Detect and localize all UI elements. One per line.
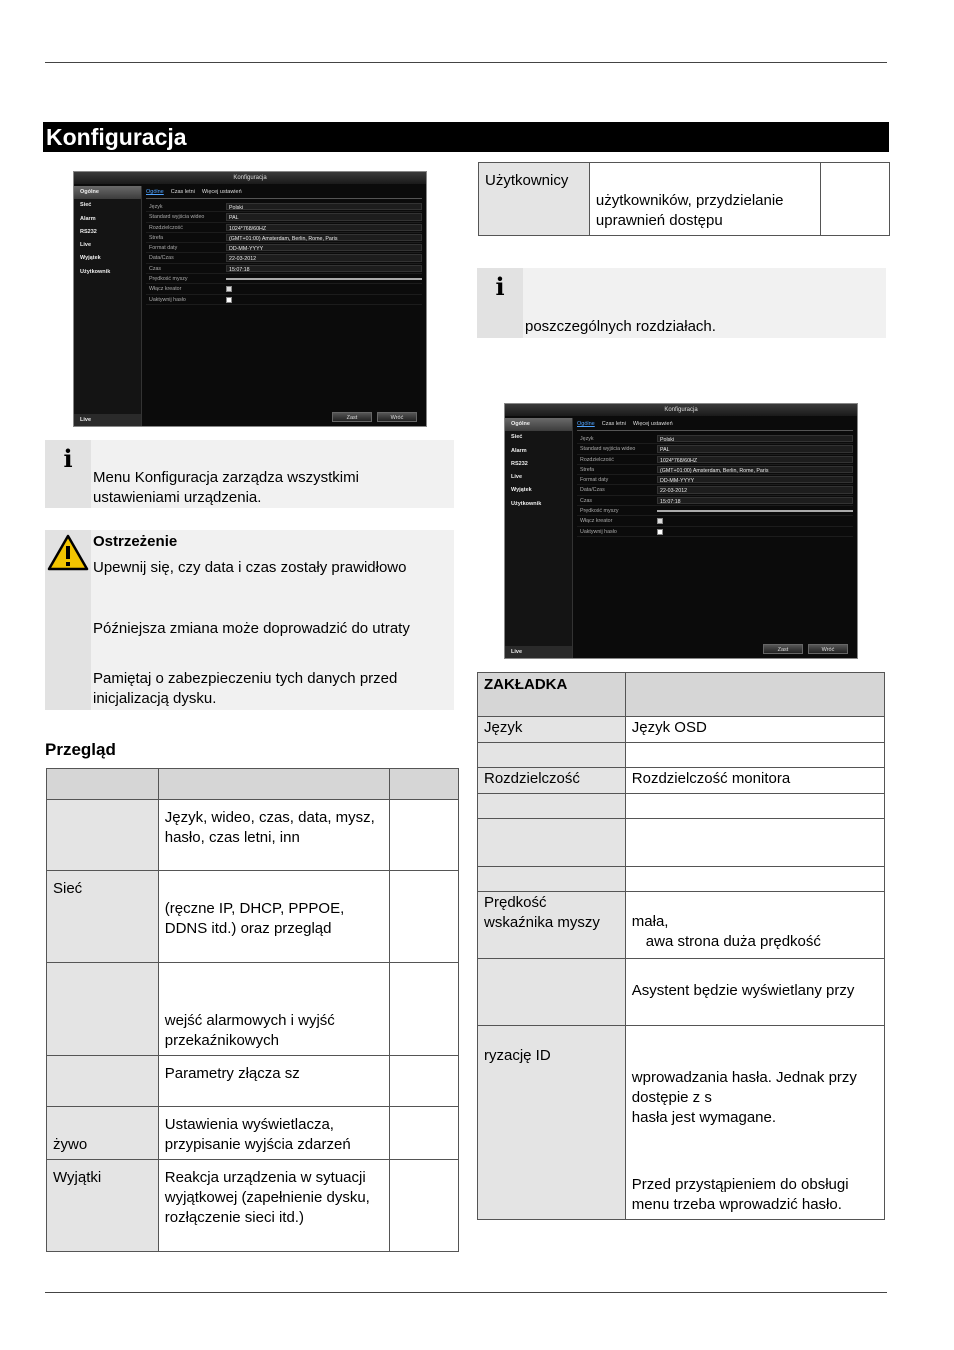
settings-desc-line: hasła jest wymagane. [631, 1109, 777, 1126]
row-value: PAL [226, 213, 422, 220]
tab: Czas letni [170, 189, 195, 195]
warning-box [45, 530, 454, 710]
note-text: poszczególnych rozdziałach. [525, 318, 716, 335]
settings-desc [625, 743, 884, 768]
checkbox-icon [657, 518, 663, 524]
row-label: Standard wyjścia wideo [149, 214, 205, 221]
users-desc: użytkowników, przydzielanie uprawnień dostępu [589, 163, 820, 236]
settings-desc [625, 867, 884, 892]
overview-name: żywo [47, 1107, 159, 1160]
screenshot-sidebar [74, 186, 142, 426]
apply-button: Zast [332, 412, 372, 422]
sidebar-item: RS232 [511, 460, 528, 467]
overview-empty [390, 871, 459, 963]
overview-header-cell [390, 769, 459, 800]
info-icon: i [495, 272, 505, 301]
overview-name: Sieć [47, 871, 159, 963]
info-icon-column [45, 440, 91, 508]
info-icon: i [63, 444, 73, 473]
overview-desc: Parametry złącza sz [158, 1056, 390, 1107]
settings-desc-line: Przed przystąpieniem do obsługi menu trzeba wprowadzić hasło. [631, 1176, 849, 1213]
overview-desc: wejść alarmowych i wyjść przekaźnikowych [158, 963, 390, 1056]
overview-header-cell [158, 769, 390, 800]
settings-desc-cell [625, 1026, 884, 1220]
overview-name: Wyjątki [47, 1160, 159, 1252]
row-label: Włącz kreator [149, 286, 182, 293]
checkbox-icon [657, 529, 663, 535]
row-value: 15:07:18 [657, 497, 853, 504]
warning-line-3: Pamiętaj o zabezpieczeniu tych danych przed inicjalizacją dysku. [93, 670, 398, 707]
overview-desc: (ręczne IP, DHCP, PPPOE, DDNS itd.) oraz przegląd [158, 871, 390, 963]
row-label: Strefa [149, 234, 164, 241]
page-title: Konfiguracja [43, 122, 889, 152]
row-label: Prędkość myszy [149, 276, 188, 283]
sidebar-item: RS232 [80, 228, 97, 235]
row-value: DD-MM-YYYY [226, 244, 422, 251]
checkbox-icon [226, 297, 232, 303]
sidebar-item: Użytkownik [80, 268, 111, 275]
row-label: Czas [580, 497, 593, 504]
settings-name [478, 959, 626, 1026]
screenshot-header: Konfiguracja [505, 404, 857, 416]
settings-header-cell [625, 673, 884, 717]
tab: Ogólne [577, 421, 595, 427]
settings-desc-line: awa strona duża prędkość [645, 933, 821, 950]
row-label: Standard wyjścia wideo [580, 446, 636, 453]
settings-desc-cell [625, 892, 884, 959]
bottom-rule [45, 1292, 887, 1293]
overview-header-cell [47, 769, 159, 800]
row-label: Czas [149, 265, 162, 272]
overview-desc: Reakcja urządzenia w sytuacji wyjątkowej (zapełnienie dysku, rozłączenie sieci itd.) [158, 1160, 390, 1252]
settings-header: ZAKŁADKA [478, 673, 626, 717]
row-value: Polski [657, 435, 853, 442]
overview-empty [390, 800, 459, 871]
row-value: PAL [657, 445, 853, 452]
settings-name [478, 794, 626, 819]
row-value: Polski [226, 203, 422, 210]
tab: Więcej ustawień [632, 421, 673, 427]
overview-name [47, 1056, 159, 1107]
row-label: Język [580, 436, 594, 442]
sidebar-item: Live [511, 474, 523, 481]
row-label: Język [149, 204, 163, 210]
sidebar-item: Ogólne [505, 418, 572, 431]
back-button: Wróć [808, 644, 848, 654]
row-label: Rozdzielczość [149, 224, 183, 231]
overview-heading: Przegląd [45, 740, 116, 759]
overview-empty [390, 963, 459, 1056]
tab: Ogólne [146, 189, 164, 195]
settings-desc: Język OSD [625, 717, 884, 743]
row-label: Prędkość myszy [580, 508, 619, 515]
row-value: 22-03-2012 [657, 486, 853, 493]
warning-line-2: Późniejsza zmiana może doprowadzić do utraty [93, 620, 410, 637]
users-table [478, 162, 890, 236]
screenshot-sidebar [505, 418, 573, 658]
settings-name: Język [478, 717, 626, 743]
row-value: DD-MM-YYYY [657, 476, 853, 483]
config-screenshot-2 [504, 403, 858, 659]
overview-desc: Język, wideo, czas, data, mysz, hasło, czas letni, inn [158, 800, 390, 871]
info-note-2 [477, 268, 886, 338]
warning-title: Ostrzeżenie [93, 533, 178, 550]
warning-icon [46, 533, 90, 573]
sidebar-item: Wyjątek [80, 255, 101, 262]
note-text: Menu Konfiguracja zarządza wszystkimi ustawieniami urządzenia. [93, 469, 359, 506]
settings-desc [625, 794, 884, 819]
screenshot-tabs [146, 189, 422, 199]
settings-desc-line: wprowadzania hasła. Jednak przy dostępie z s [631, 1069, 857, 1106]
row-value: (GMT+01:00) Amsterdam, Berlin, Rome, Paris [226, 234, 422, 241]
screenshot-rows [577, 434, 853, 537]
top-rule [45, 62, 887, 63]
sidebar-item: Wyjątek [511, 487, 532, 494]
row-label: Data/Czas [580, 487, 605, 494]
mouse-speed-slider [226, 278, 422, 280]
row-label: Uaktywnij hasło [149, 296, 186, 303]
info-note-1 [45, 440, 454, 508]
settings-table [477, 672, 885, 1220]
overview-name [47, 800, 159, 871]
row-value: 1024*768/60HZ [226, 224, 422, 231]
overview-name [47, 963, 159, 1056]
row-label: Strefa [580, 466, 595, 473]
tab: Czas letni [601, 421, 626, 427]
screenshot-rows [146, 202, 422, 305]
back-button: Wróć [377, 412, 417, 422]
sidebar-item: Sieć [80, 202, 92, 209]
tab: Więcej ustawień [201, 189, 242, 195]
overview-table [46, 768, 459, 1252]
row-label: Format daty [149, 245, 178, 252]
row-label: Data/Czas [149, 255, 174, 262]
row-value: 22-03-2012 [226, 254, 422, 261]
settings-name [478, 867, 626, 892]
sidebar-item: Alarm [511, 447, 527, 454]
settings-name: ryzację ID [478, 1026, 626, 1220]
settings-desc-line: mała, [631, 913, 669, 930]
info-icon-column [477, 268, 523, 338]
row-label: Format daty [580, 477, 609, 484]
users-empty [821, 163, 890, 236]
warning-icon-column [45, 530, 91, 710]
screenshot-header: Konfiguracja [74, 172, 426, 184]
settings-name: Prędkość wskaźnika myszy [478, 892, 626, 959]
settings-desc [625, 819, 884, 867]
sidebar-item: Live [80, 242, 92, 249]
sidebar-item: Alarm [80, 215, 96, 222]
settings-name [478, 743, 626, 768]
overview-empty [390, 1107, 459, 1160]
settings-name: Rozdzielczość [478, 768, 626, 794]
users-name: Użytkownicy [479, 163, 590, 236]
sidebar-live: Live [74, 414, 141, 426]
settings-name [478, 819, 626, 867]
row-label: Włącz kreator [580, 518, 613, 525]
overview-empty [390, 1056, 459, 1107]
row-label: Rozdzielczość [580, 456, 614, 463]
config-screenshot-1 [73, 171, 427, 427]
row-label: Uaktywnij hasło [580, 528, 617, 535]
apply-button: Zast [763, 644, 803, 654]
row-value: 15:07:18 [226, 265, 422, 272]
row-value: (GMT+01:00) Amsterdam, Berlin, Rome, Paris [657, 466, 853, 473]
warning-line-1: Upewnij się, czy data i czas zostały prawidłowo [93, 559, 407, 576]
row-value: 1024*768/60HZ [657, 456, 853, 463]
sidebar-item: Użytkownik [511, 500, 542, 507]
sidebar-live: Live [505, 646, 572, 658]
overview-desc: Ustawienia wyświetlacza, przypisanie wyjścia zdarzeń [158, 1107, 390, 1160]
overview-empty [390, 1160, 459, 1252]
checkbox-icon [226, 286, 232, 292]
settings-desc: Asystent będzie wyświetlany przy [625, 959, 884, 1026]
settings-desc: Rozdzielczość monitora [625, 768, 884, 794]
sidebar-item: Sieć [511, 434, 523, 441]
mouse-speed-slider [657, 510, 853, 512]
screenshot-tabs [577, 421, 853, 431]
sidebar-item: Ogólne [74, 186, 141, 199]
